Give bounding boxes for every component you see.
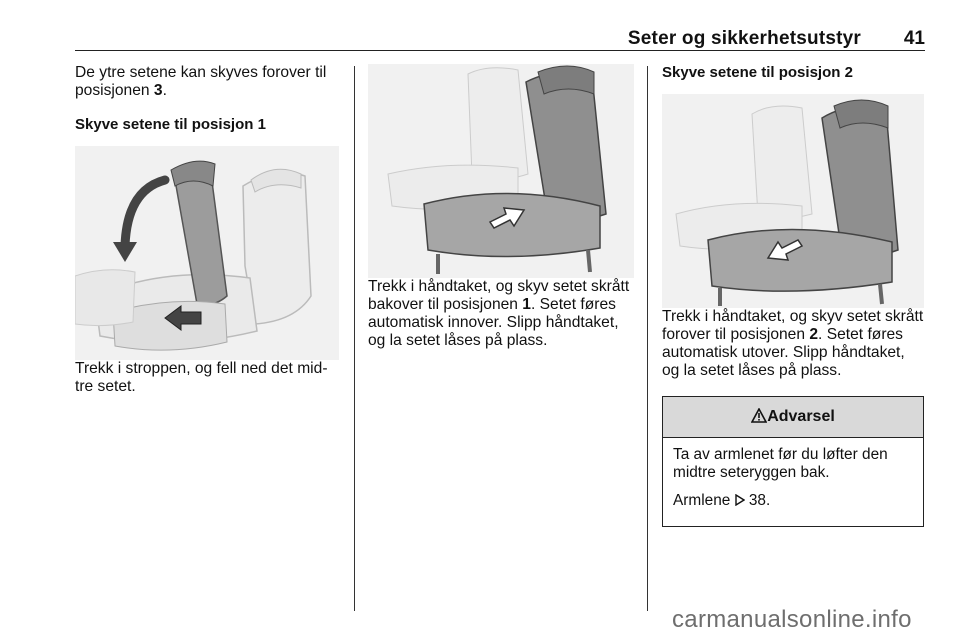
seat-slide-back-illustration xyxy=(368,64,634,278)
subheading-position-2: Skyve setene til posisjon 2 xyxy=(662,64,853,81)
caption-position-2: Trekk i håndtaket, og skyv setet skrått forover til posisjonen 2. Setet føres automatisk utover. Slipp håndtaket, og la setet låses på plass. xyxy=(662,308,924,379)
section-title: Seter og sikkerhetsutstyr xyxy=(627,28,861,49)
seat-slide-forward-illustration xyxy=(662,94,924,308)
column-3 xyxy=(662,64,926,527)
warning-reference[interactable]: Armlene 38. xyxy=(673,492,771,509)
subheading-position-1: Skyve setene til posisjon 1 xyxy=(75,116,266,133)
column-1 xyxy=(75,64,345,412)
page-number: 41 xyxy=(903,28,925,49)
column-divider-right xyxy=(647,66,648,611)
page-header xyxy=(75,28,925,51)
caption-position-1: Trekk i stroppen, og fell ned det mid- tre setet. xyxy=(75,360,328,395)
column-2 xyxy=(368,64,638,366)
page-ref-arrow-icon xyxy=(735,494,745,506)
warning-body xyxy=(663,438,923,526)
warning-triangle-icon xyxy=(751,408,767,423)
warning-box xyxy=(662,396,924,527)
caption-position-1-slide: Trekk i håndtaket, og skyv setet skrått bakover til posisjonen 1. Setet føres automatisk innover. Slipp håndtaket, og la setet låses på plass. xyxy=(368,278,630,349)
warning-title: Advarsel xyxy=(767,408,835,425)
column-divider-left xyxy=(354,66,355,611)
watermark: carmanualsonline.info xyxy=(672,606,912,633)
warning-text: Ta av armlenet før du løfter den midtre seteryggen bak. xyxy=(673,446,888,481)
intro-paragraph: De ytre setene kan skyves forover til posisjonen 3. xyxy=(75,64,327,99)
seat-fold-illustration xyxy=(75,146,339,360)
warning-header xyxy=(663,397,923,438)
